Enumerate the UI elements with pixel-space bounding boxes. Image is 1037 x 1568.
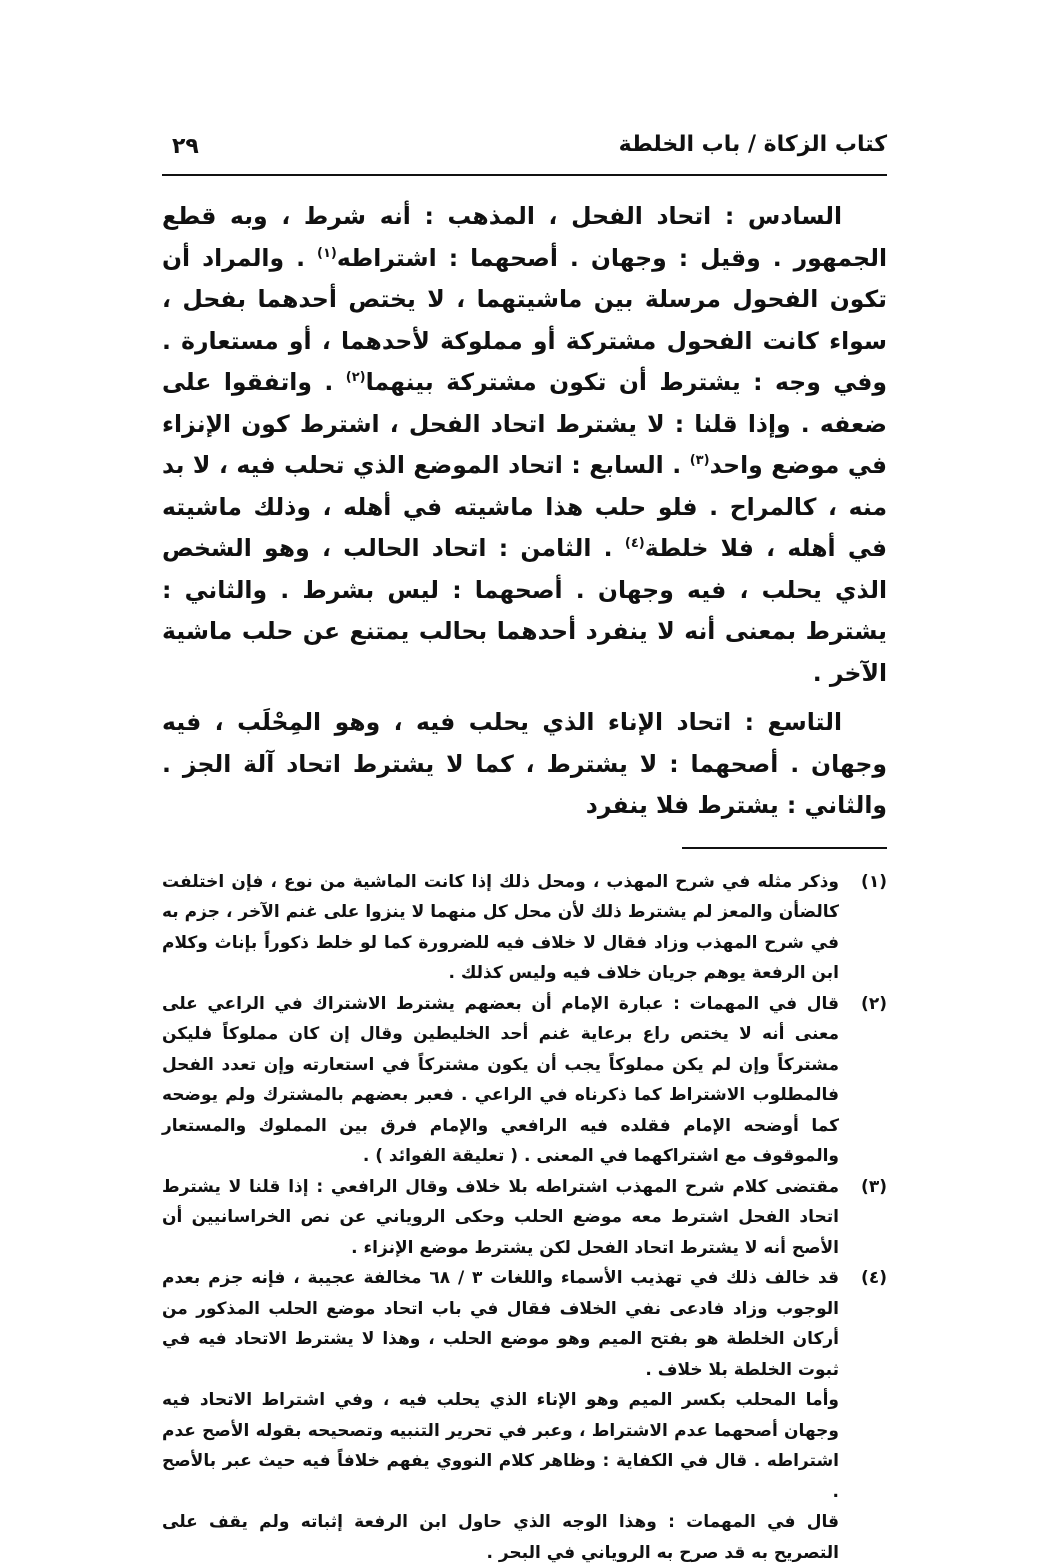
footnote-paragraph: قد خالف ذلك في تهذيب الأسماء واللغات ٣ / ٦٨ مخالفة عجيبة ، فإنه جزم بعدم الوجوب وزاد فادعى نفي الخلاف فقال في باب اتحاد موضع الحلب المذكور من أركان الخلطة هو بفتح الميم وهو موضع الحلب ، وهذا لا يشترط الاتحاد فيه في ثبوت الخلطة بلا خلاف .: [162, 1263, 839, 1385]
text-segment: . واتفقوا على ضعفه . وإذا قلنا : لا يشترط اتحاد الفحل ، اشترط كون الإنزاء في موضع واحد: [162, 368, 887, 479]
book-page: [162, 128, 887, 1568]
text-segment: . الثامن : اتحاد الحالب ، وهو الشخص الذي يحلب ، فيه وجهان . أصحهما : ليس بشرط . والثاني : يشترط بمعنى أنه لا ينفرد أحدهما بحالب يمتنع عن حلب ماشية الآخر .: [162, 534, 887, 687]
paragraph-sixth-to-eighth: [162, 196, 887, 694]
page-number: ٢٩: [172, 134, 199, 159]
footnote-paragraph: قال في المهمات : وهذا الوجه الذي حاول ابن الرفعة إثباته ولم يقف على التصريح به قد صرح به الروياني في البحر .: [162, 1507, 839, 1568]
footnote-number: (٤): [839, 1263, 887, 1294]
footnote-ref-2: (٢): [346, 370, 366, 385]
footnotes: [162, 867, 887, 1568]
footnote-body: [162, 989, 839, 1172]
text-segment: السادس : اتحاد الفحل ، المذهب : أنه شرط ، وبه قطع الجمهور . وقيل : وجهان . أصحهما : اشتراطه: [162, 202, 887, 272]
text-segment: . والمراد أن تكون الفحول مرسلة بين ماشيتهما ، لا يختص أحدهما بفحل ، سواء كانت الفحول مشتركة أو مملوكة لأحدهما ، أو مستعارة . وفي وجه : يشترط أن تكون مشتركة بينهما: [162, 244, 887, 397]
footnote-ref-1: (١): [317, 246, 337, 261]
footnote-ref-3: (٣): [690, 453, 710, 468]
page-header: [162, 128, 887, 176]
footnote: [162, 1263, 887, 1568]
footnote-ref-4: (٤): [625, 536, 645, 551]
footnote-body: [162, 1172, 839, 1264]
footnote-paragraph: مقتضى كلام شرح المهذب اشتراطه بلا خلاف وقال الرافعي : إذا قلنا لا يشترط اتحاد الفحل اشترط معه موضع الحلب وحكى الروياني عن نص الخراسانيين أن الأصح أنه لا يشترط اتحاد الفحل لكن يشترط موضع الإنزاء .: [162, 1172, 839, 1264]
main-text: [162, 196, 887, 827]
footnote-separator: [682, 847, 887, 849]
footnote-number: (٢): [839, 989, 887, 1020]
footnote-body: [162, 867, 839, 989]
footnote: [162, 989, 887, 1172]
footnote: [162, 1172, 887, 1264]
running-title: كتاب الزكاة / باب الخلطة: [619, 132, 887, 157]
footnote-number: (١): [839, 867, 887, 898]
paragraph-ninth: التاسع : اتحاد الإناء الذي يحلب فيه ، وهو المِحْلَب ، فيه وجهان . أصحهما : لا يشترط ، كما لا يشترط اتحاد آلة الجز . والثاني : يشترط فلا ينفرد: [162, 702, 887, 827]
footnote-number: (٣): [839, 1172, 887, 1203]
footnote-paragraph: وذكر مثله في شرح المهذب ، ومحل ذلك إذا كانت الماشية من نوع ، فإن اختلفت كالضأن والمعز لم يشترط ذلك لأن محل كل منهما لا ينزوا على غنم الآخر ، جزم به في شرح المهذب وزاد فقال لا خلاف فيه للضرورة كما لو خلط ذكوراً بإناث وكلام ابن الرفعة يوهم جريان خلاف فيه وليس كذلك .: [162, 867, 839, 989]
footnote-paragraph: وأما المحلب بكسر الميم وهو الإناء الذي يحلب فيه ، وفي اشتراط الاتحاد فيه وجهان أصحهما عدم الاشتراط ، وعبر في تحرير التنبيه وتصحيحه بقوله الأصح عدم اشتراطه . قال في الكفاية : وظاهر كلام النووي يفهم خلافاً فيه حيث عبر بالأصح .: [162, 1385, 839, 1507]
footnote-paragraph: قال في المهمات : عبارة الإمام أن بعضهم يشترط الاشتراك في الراعي على معنى أنه لا يختص راع برعاية غنم أحد الخليطين وقال إن كان مملوكاً فليكن مشتركاً وإن لم يكن مملوكاً يجب أن يكون مشتركاً في استعارته وإن تعدد الفحل فالمطلوب الاشتراط كما ذكرناه في الراعي . فعبر بعضهم بالمشترك ولم يوضحه كما أوضحه الإمام فقلده فيه الرافعي والإمام فرق بين المملوك والمستعار والموقوف مع اشتراكهما في المعنى . ( تعليقة الفوائد ) .: [162, 989, 839, 1172]
footnote: [162, 867, 887, 989]
text-segment: . السابع : اتحاد الموضع الذي تحلب فيه ، لا بد منه ، كالمراح . فلو حلب هذا ماشيته في أهله ، وذلك ماشيته في أهله ، فلا خلطة: [162, 451, 887, 562]
footnote-body: [162, 1263, 839, 1568]
